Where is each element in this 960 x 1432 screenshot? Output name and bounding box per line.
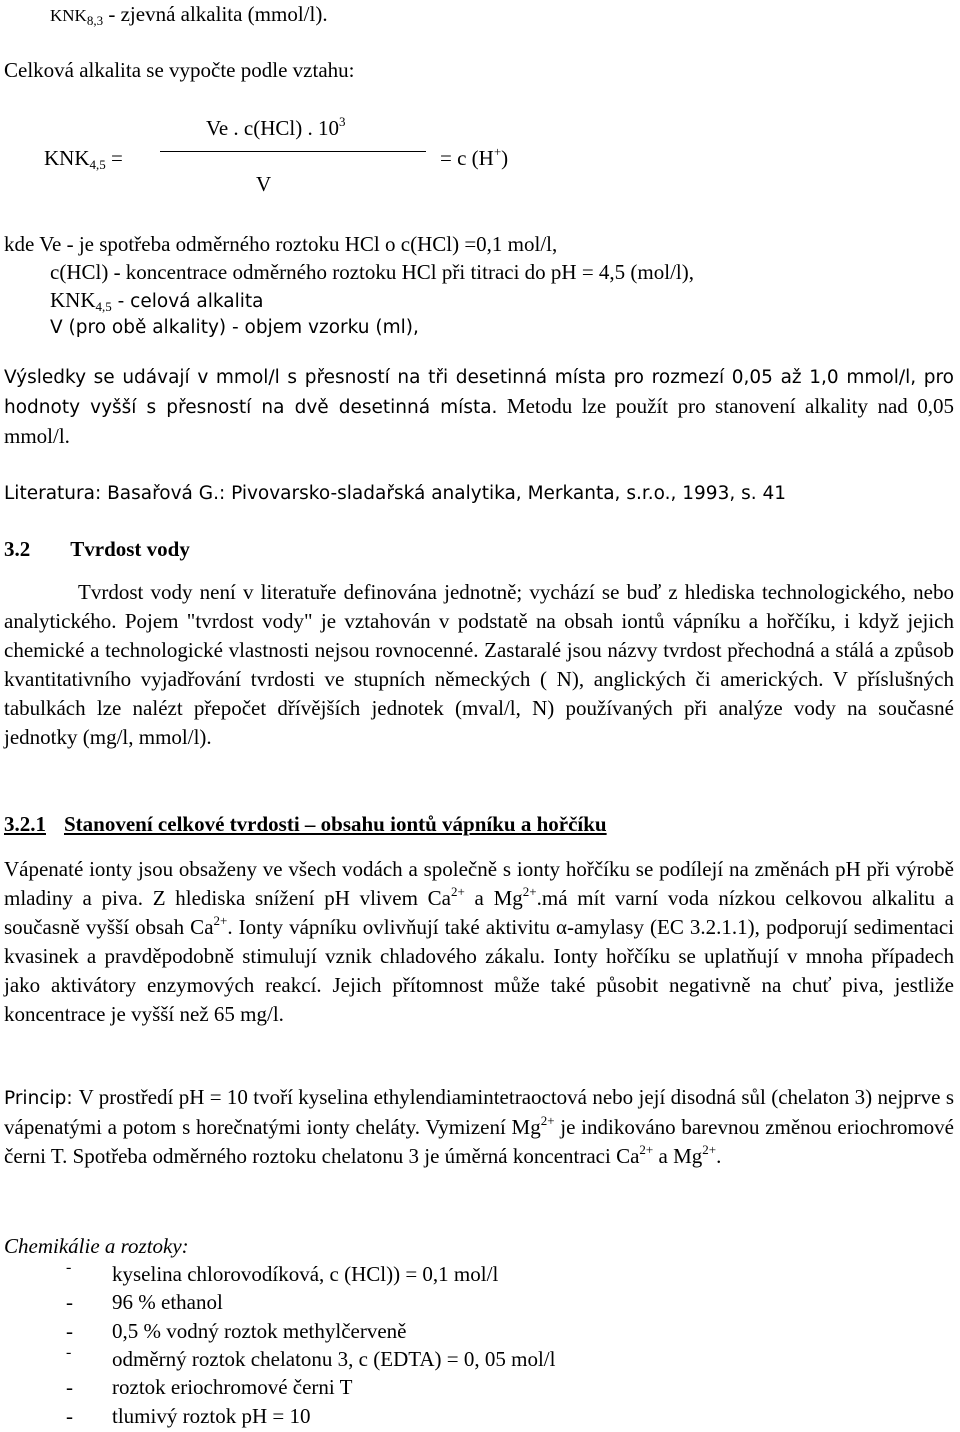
chemical-text: 96 % ethanol — [112, 1290, 223, 1314]
principle-text-d: . — [716, 1144, 722, 1168]
chemical-item — [66, 1344, 556, 1374]
calcium-text-d: . Ionty vápníku ovlivňují také aktivitu α-amylasy (EC 3.2.1.1), podporují sedimentaci kvasinek a pravděpodobně stimulují vznik chladového zákalu. Ionty hořčíku se uplatňují v mnoha případech jako aktivátory enzymových reakcí. Jejich přítomnost může také působit negativně na chuť piva, jestliže koncentrace je vyšší než 65 mg/l. — [4, 915, 954, 1026]
section-3-2-1-heading — [4, 812, 607, 836]
fraction-bar — [160, 151, 426, 152]
list-dash: - — [66, 1375, 73, 1399]
principle-mg-charge-2: 2+ — [702, 1142, 717, 1157]
lhs-symbol: KNK — [44, 146, 90, 170]
formula-rhs — [440, 146, 508, 170]
ca-charge-1: 2+ — [450, 884, 465, 899]
section-3-2-heading — [4, 537, 190, 561]
knk83-description: - zjevná alkalita (mmol/l). — [103, 2, 328, 26]
principle-paragraph — [4, 1083, 954, 1171]
chemical-item — [66, 1404, 311, 1428]
section-3-2-number: 3.2 — [4, 537, 31, 561]
chemical-text: roztok eriochromové černi T — [112, 1375, 353, 1399]
hardness-paragraph: Tvrdost vody není v literatuře definována jednotně; vychází se buď z hlediska technologického, nebo analytického. Pojem "tvrdost vody" je vztahován v podstatě na obsah iontů vápníku a hořčíku, i když jejich chemické a technologické vlastnosti nejsou rovnocenné. Zastaralé jsou názvy tvrdost přechodná a stálá a způsob kvantitativního vyjadřování tvrdosti ve stupních německých ( N), anglických či amerických. V příslušných tabulkách lze nalézt přepočet dřívějších jednotek (mval/l, N) používaných při analýze vody na současné jednotky (mg/l, mmol/l). — [4, 580, 954, 749]
rhs-close: ) — [501, 146, 509, 170]
results-paragraph — [4, 362, 954, 451]
chemical-item — [66, 1259, 499, 1289]
principle-ca-charge: 2+ — [639, 1142, 654, 1157]
rhs-superscript: + — [493, 144, 502, 159]
section-3-2-1-title: Stanovení celkové tvrdosti – obsahu iontů vápníku a hořčíku — [64, 812, 607, 836]
ca-charge-2: 2+ — [213, 913, 228, 928]
numerator-text: Ve . c(HCl) . 10 — [206, 116, 339, 140]
knk83-symbol: KNK — [50, 6, 87, 25]
calcium-paragraph — [4, 855, 954, 1029]
legend-v: V (pro obě alkality) - objem vzorku (ml), — [50, 317, 419, 338]
principle-label: Princip: — [4, 1088, 79, 1109]
legend-chcl: c(HCl) - koncentrace odměrného roztoku HCl při titraci do pH = 4,5 (mol/l), — [50, 260, 694, 284]
numerator-exponent: 3 — [338, 114, 346, 129]
lhs-equals: = — [105, 146, 123, 170]
calcium-text-c: .má mít varní voda nízkou celkovou alkalitu a současně vyšší obsah Ca — [4, 886, 954, 939]
literature-label: Literatura: — [4, 483, 108, 504]
intro-line: Celková alkalita se vypočte podle vztahu: — [4, 58, 355, 82]
chemicals-heading: Chemikálie a roztoky: — [4, 1234, 189, 1258]
legend-knk45-subscript: 4,5 — [95, 299, 112, 314]
literature-text: Basařová G.: Pivovarsko-sladařská analytika, Merkanta, s.r.o., 1993, s. 41 — [107, 483, 787, 504]
principle-mg-charge-1: 2+ — [540, 1113, 555, 1128]
chemical-text: kyselina chlorovodíková, c (HCl)) = 0,1 mol/l — [112, 1262, 499, 1286]
formula-numerator — [206, 116, 345, 140]
legend-ve: kde Ve - je spotřeba odměrného roztoku HCl o c(HCl) =0,1 mol/l, — [4, 232, 558, 256]
chemical-item — [66, 1290, 223, 1314]
legend-knk45-symbol: KNK — [50, 288, 96, 312]
list-dash: - — [66, 1290, 73, 1314]
legend-knk45-text: - celová alkalita — [111, 291, 264, 312]
rhs-text: = c (H — [440, 146, 494, 170]
results-text-1: Výsledky se udávají v mmol/l s přesností na tři desetinná místa pro rozmezí 0,05 až 1,0 mmol/l, pro hodnoty vyšší s přesností na dvě desetinná místa. — [4, 367, 954, 418]
section-3-2-title: Tvrdost vody — [70, 537, 190, 561]
chemical-text: tlumivý roztok pH = 10 — [112, 1404, 311, 1428]
list-dash: - — [66, 1344, 72, 1361]
principle-text-c: a Mg — [653, 1144, 703, 1168]
literature-line — [4, 480, 786, 506]
principle-text-a: V prostředí pH = 10 tvoří kyselina ethylendiamintetraoctová nebo její disodná sůl (chelaton 3) nejprve s vápenatými a potom s horečnatými ionty cheláty. Vymizení Mg — [4, 1085, 954, 1139]
section-3-2-1-number: 3.2.1 — [4, 812, 46, 836]
list-dash: - — [66, 1259, 72, 1276]
calcium-text-a: Vápenaté ionty jsou obsaženy ve všech vodách a společně s ionty hořčíku se podílejí na změnách pH při výrobě mladiny a piva. Z hlediska snížení pH vlivem Ca — [4, 857, 954, 910]
principle-text-b: je indikováno barevnou změnou eriochromové černi T. Spotřeba odměrného roztoku chelatonu 3 je úměrná koncentraci Ca — [4, 1115, 954, 1168]
legend-knk45 — [50, 288, 263, 314]
lhs-subscript: 4,5 — [89, 157, 106, 172]
mg-charge-1: 2+ — [522, 884, 537, 899]
results-text-2: Metodu lze použít pro stanovení alkality nad 0,05 mmol/l. — [4, 394, 954, 448]
formula-denominator: V — [256, 172, 272, 196]
knk83-subscript: 8,3 — [86, 13, 104, 28]
formula-lhs — [44, 146, 123, 170]
chemical-item — [66, 1319, 407, 1343]
list-dash: - — [66, 1404, 73, 1428]
chemical-text: 0,5 % vodný roztok methylčerveně — [112, 1319, 407, 1343]
knk83-definition — [50, 2, 328, 28]
chemical-item — [66, 1375, 352, 1399]
list-dash: - — [66, 1319, 73, 1343]
calcium-text-b: a Mg — [464, 886, 523, 910]
chemical-text: odměrný roztok chelatonu 3, c (EDTA) = 0, 05 mol/l — [112, 1347, 556, 1371]
